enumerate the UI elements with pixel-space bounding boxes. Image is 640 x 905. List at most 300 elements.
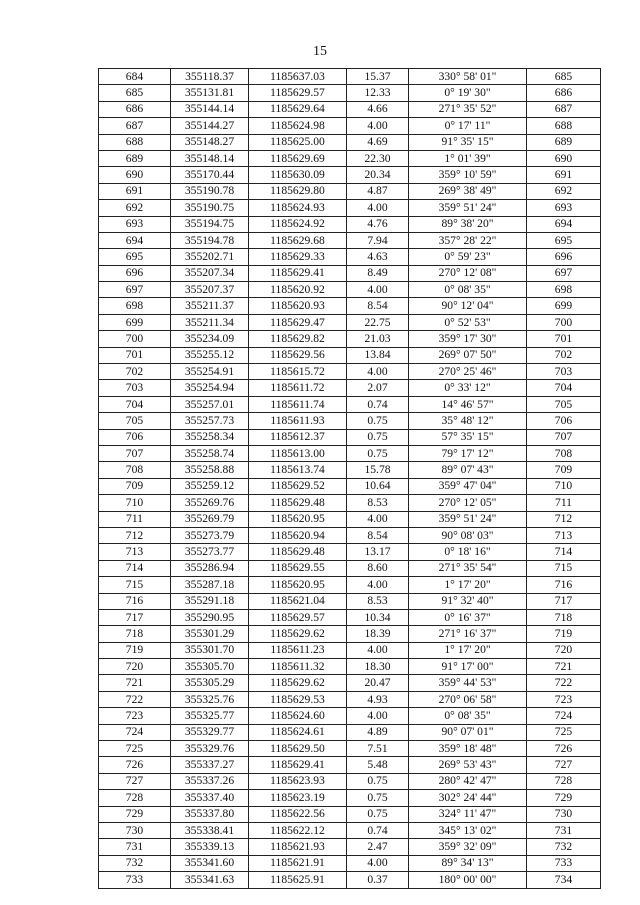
bearing-cell: 359° 47' 04" — [409, 478, 527, 494]
table-row — [99, 265, 601, 281]
distance-cell: 0.37 — [347, 872, 409, 888]
distance-cell: 0.75 — [347, 445, 409, 461]
distance-cell: 0.75 — [347, 790, 409, 806]
point-to-cell: 688 — [527, 118, 601, 134]
y-coordinate-cell: 1185624.61 — [249, 724, 347, 740]
point-to-cell: 699 — [527, 298, 601, 314]
bearing-cell: 0° 16' 37" — [409, 609, 527, 625]
point-to-cell: 717 — [527, 593, 601, 609]
bearing-cell: 91° 32' 40" — [409, 593, 527, 609]
y-coordinate-cell: 1185625.91 — [249, 872, 347, 888]
point-to-cell: 689 — [527, 134, 601, 150]
point-from-cell: 702 — [99, 364, 171, 380]
distance-cell: 22.75 — [347, 314, 409, 330]
point-from-cell: 726 — [99, 757, 171, 773]
distance-cell: 4.66 — [347, 101, 409, 117]
point-to-cell: 707 — [527, 429, 601, 445]
y-coordinate-cell: 1185629.69 — [249, 150, 347, 166]
bearing-cell: 269° 07' 50" — [409, 347, 527, 363]
bearing-cell: 359° 51' 24" — [409, 511, 527, 527]
distance-cell: 0.75 — [347, 806, 409, 822]
table-row — [99, 757, 601, 773]
y-coordinate-cell: 1185611.93 — [249, 413, 347, 429]
point-from-cell: 716 — [99, 593, 171, 609]
table-row — [99, 396, 601, 412]
x-coordinate-cell: 355337.27 — [171, 757, 249, 773]
x-coordinate-cell: 355325.76 — [171, 691, 249, 707]
y-coordinate-cell: 1185623.19 — [249, 790, 347, 806]
bearing-cell: 0° 08' 35" — [409, 708, 527, 724]
point-from-cell: 720 — [99, 659, 171, 675]
point-to-cell: 730 — [527, 806, 601, 822]
bearing-cell: 90° 08' 03" — [409, 527, 527, 543]
point-to-cell: 727 — [527, 757, 601, 773]
point-to-cell: 701 — [527, 331, 601, 347]
table-row — [99, 69, 601, 85]
distance-cell: 7.51 — [347, 741, 409, 757]
bearing-cell: 359° 17' 30" — [409, 331, 527, 347]
point-from-cell: 711 — [99, 511, 171, 527]
point-to-cell: 686 — [527, 85, 601, 101]
y-coordinate-cell: 1185625.00 — [249, 134, 347, 150]
x-coordinate-cell: 355258.88 — [171, 462, 249, 478]
point-from-cell: 710 — [99, 495, 171, 511]
x-coordinate-cell: 355202.71 — [171, 249, 249, 265]
bearing-cell: 0° 17' 11" — [409, 118, 527, 134]
y-coordinate-cell: 1185629.53 — [249, 691, 347, 707]
distance-cell: 4.89 — [347, 724, 409, 740]
table-row — [99, 429, 601, 445]
x-coordinate-cell: 355148.14 — [171, 150, 249, 166]
bearing-cell: 1° 01' 39" — [409, 150, 527, 166]
point-from-cell: 705 — [99, 413, 171, 429]
x-coordinate-cell: 355339.13 — [171, 839, 249, 855]
x-coordinate-cell: 355286.94 — [171, 560, 249, 576]
y-coordinate-cell: 1185621.91 — [249, 855, 347, 871]
x-coordinate-cell: 355255.12 — [171, 347, 249, 363]
point-from-cell: 712 — [99, 527, 171, 543]
point-from-cell: 722 — [99, 691, 171, 707]
y-coordinate-cell: 1185624.93 — [249, 200, 347, 216]
point-to-cell: 732 — [527, 839, 601, 855]
distance-cell: 8.49 — [347, 265, 409, 281]
distance-cell: 10.64 — [347, 478, 409, 494]
distance-cell: 8.54 — [347, 527, 409, 543]
distance-cell: 4.76 — [347, 216, 409, 232]
point-from-cell: 719 — [99, 642, 171, 658]
point-from-cell: 687 — [99, 118, 171, 134]
y-coordinate-cell: 1185623.93 — [249, 773, 347, 789]
point-from-cell: 707 — [99, 445, 171, 461]
bearing-cell: 330° 58' 01" — [409, 69, 527, 85]
point-to-cell: 719 — [527, 626, 601, 642]
x-coordinate-cell: 355291.18 — [171, 593, 249, 609]
point-to-cell: 714 — [527, 544, 601, 560]
y-coordinate-cell: 1185629.48 — [249, 495, 347, 511]
bearing-cell: 0° 52' 53" — [409, 314, 527, 330]
table-row — [99, 413, 601, 429]
bearing-cell: 91° 17' 00" — [409, 659, 527, 675]
distance-cell: 13.84 — [347, 347, 409, 363]
distance-cell: 4.00 — [347, 282, 409, 298]
distance-cell: 4.00 — [347, 708, 409, 724]
table-row — [99, 478, 601, 494]
point-from-cell: 721 — [99, 675, 171, 691]
y-coordinate-cell: 1185629.62 — [249, 626, 347, 642]
point-from-cell: 695 — [99, 249, 171, 265]
bearing-cell: 180° 00' 00" — [409, 872, 527, 888]
y-coordinate-cell: 1185624.98 — [249, 118, 347, 134]
bearing-cell: 35° 48' 12" — [409, 413, 527, 429]
bearing-cell: 0° 08' 35" — [409, 282, 527, 298]
distance-cell: 4.69 — [347, 134, 409, 150]
table-row — [99, 282, 601, 298]
y-coordinate-cell: 1185620.95 — [249, 577, 347, 593]
table-row — [99, 232, 601, 248]
distance-cell: 8.60 — [347, 560, 409, 576]
page-number: 15 — [313, 44, 327, 59]
x-coordinate-cell: 355259.12 — [171, 478, 249, 494]
bearing-cell: 91° 35' 15" — [409, 134, 527, 150]
y-coordinate-cell: 1185620.94 — [249, 527, 347, 543]
point-from-cell: 725 — [99, 741, 171, 757]
point-from-cell: 713 — [99, 544, 171, 560]
y-coordinate-cell: 1185621.04 — [249, 593, 347, 609]
x-coordinate-cell: 355305.70 — [171, 659, 249, 675]
y-coordinate-cell: 1185629.68 — [249, 232, 347, 248]
y-coordinate-cell: 1185611.74 — [249, 396, 347, 412]
bearing-cell: 270° 25' 46" — [409, 364, 527, 380]
distance-cell: 18.39 — [347, 626, 409, 642]
point-to-cell: 687 — [527, 101, 601, 117]
point-from-cell: 697 — [99, 282, 171, 298]
table-row — [99, 708, 601, 724]
bearing-cell: 90° 07' 01" — [409, 724, 527, 740]
x-coordinate-cell: 355254.91 — [171, 364, 249, 380]
y-coordinate-cell: 1185629.64 — [249, 101, 347, 117]
point-from-cell: 693 — [99, 216, 171, 232]
x-coordinate-cell: 355211.37 — [171, 298, 249, 314]
point-to-cell: 710 — [527, 478, 601, 494]
point-from-cell: 729 — [99, 806, 171, 822]
point-to-cell: 695 — [527, 232, 601, 248]
y-coordinate-cell: 1185629.48 — [249, 544, 347, 560]
point-to-cell: 704 — [527, 380, 601, 396]
point-to-cell: 715 — [527, 560, 601, 576]
point-to-cell: 706 — [527, 413, 601, 429]
x-coordinate-cell: 355190.78 — [171, 183, 249, 199]
distance-cell: 4.00 — [347, 511, 409, 527]
bearing-cell: 359° 44' 53" — [409, 675, 527, 691]
point-from-cell: 731 — [99, 839, 171, 855]
bearing-cell: 359° 18' 48" — [409, 741, 527, 757]
point-from-cell: 689 — [99, 150, 171, 166]
bearing-cell: 269° 53' 43" — [409, 757, 527, 773]
bearing-cell: 79° 17' 12" — [409, 445, 527, 461]
distance-cell: 5.48 — [347, 757, 409, 773]
bearing-cell: 324° 11' 47" — [409, 806, 527, 822]
y-coordinate-cell: 1185629.50 — [249, 741, 347, 757]
distance-cell: 4.00 — [347, 577, 409, 593]
x-coordinate-cell: 355254.94 — [171, 380, 249, 396]
distance-cell: 0.75 — [347, 429, 409, 445]
table-row — [99, 314, 601, 330]
x-coordinate-cell: 355190.75 — [171, 200, 249, 216]
x-coordinate-cell: 355341.63 — [171, 872, 249, 888]
x-coordinate-cell: 355207.34 — [171, 265, 249, 281]
point-from-cell: 690 — [99, 167, 171, 183]
y-coordinate-cell: 1185629.33 — [249, 249, 347, 265]
point-to-cell: 703 — [527, 364, 601, 380]
x-coordinate-cell: 355337.26 — [171, 773, 249, 789]
y-coordinate-cell: 1185624.92 — [249, 216, 347, 232]
point-to-cell: 694 — [527, 216, 601, 232]
bearing-cell: 14° 46' 57" — [409, 396, 527, 412]
point-from-cell: 715 — [99, 577, 171, 593]
bearing-cell: 89° 07' 43" — [409, 462, 527, 478]
distance-cell: 22.30 — [347, 150, 409, 166]
point-to-cell: 696 — [527, 249, 601, 265]
bearing-cell: 302° 24' 44" — [409, 790, 527, 806]
bearing-cell: 89° 34' 13" — [409, 855, 527, 871]
y-coordinate-cell: 1185629.56 — [249, 347, 347, 363]
table-row — [99, 626, 601, 642]
point-from-cell: 718 — [99, 626, 171, 642]
distance-cell: 4.00 — [347, 364, 409, 380]
x-coordinate-cell: 355325.77 — [171, 708, 249, 724]
distance-cell: 10.34 — [347, 609, 409, 625]
table-row — [99, 347, 601, 363]
distance-cell: 2.07 — [347, 380, 409, 396]
point-to-cell: 690 — [527, 150, 601, 166]
point-from-cell: 699 — [99, 314, 171, 330]
table-row — [99, 855, 601, 871]
point-to-cell: 708 — [527, 445, 601, 461]
x-coordinate-cell: 355273.77 — [171, 544, 249, 560]
table-row — [99, 675, 601, 691]
x-coordinate-cell: 355118.37 — [171, 69, 249, 85]
point-from-cell: 698 — [99, 298, 171, 314]
distance-cell: 8.54 — [347, 298, 409, 314]
table-row — [99, 118, 601, 134]
point-from-cell: 709 — [99, 478, 171, 494]
y-coordinate-cell: 1185629.41 — [249, 265, 347, 281]
distance-cell: 15.78 — [347, 462, 409, 478]
bearing-cell: 269° 38' 49" — [409, 183, 527, 199]
y-coordinate-cell: 1185613.74 — [249, 462, 347, 478]
table-row — [99, 200, 601, 216]
x-coordinate-cell: 355269.76 — [171, 495, 249, 511]
y-coordinate-cell: 1185629.57 — [249, 85, 347, 101]
point-from-cell: 700 — [99, 331, 171, 347]
bearing-cell: 270° 06' 58" — [409, 691, 527, 707]
y-coordinate-cell: 1185629.82 — [249, 331, 347, 347]
y-coordinate-cell: 1185629.47 — [249, 314, 347, 330]
distance-cell: 4.00 — [347, 118, 409, 134]
distance-cell: 15.37 — [347, 69, 409, 85]
x-coordinate-cell: 355194.75 — [171, 216, 249, 232]
table-row — [99, 364, 601, 380]
distance-cell: 18.30 — [347, 659, 409, 675]
bearing-cell: 345° 13' 02" — [409, 822, 527, 838]
point-to-cell: 700 — [527, 314, 601, 330]
x-coordinate-cell: 355273.79 — [171, 527, 249, 543]
point-from-cell: 708 — [99, 462, 171, 478]
bearing-cell: 359° 32' 09" — [409, 839, 527, 855]
distance-cell: 20.47 — [347, 675, 409, 691]
table-row — [99, 790, 601, 806]
bearing-cell: 270° 12' 05" — [409, 495, 527, 511]
y-coordinate-cell: 1185629.62 — [249, 675, 347, 691]
bearing-cell: 0° 33' 12" — [409, 380, 527, 396]
table-row — [99, 741, 601, 757]
table-row — [99, 773, 601, 789]
table-row — [99, 609, 601, 625]
table-row — [99, 822, 601, 838]
point-to-cell: 724 — [527, 708, 601, 724]
x-coordinate-cell: 355301.70 — [171, 642, 249, 658]
y-coordinate-cell: 1185615.72 — [249, 364, 347, 380]
point-from-cell: 691 — [99, 183, 171, 199]
x-coordinate-cell: 355290.95 — [171, 609, 249, 625]
table-row — [99, 577, 601, 593]
point-from-cell: 727 — [99, 773, 171, 789]
distance-cell: 4.87 — [347, 183, 409, 199]
distance-cell: 0.75 — [347, 773, 409, 789]
point-to-cell: 721 — [527, 659, 601, 675]
y-coordinate-cell: 1185629.41 — [249, 757, 347, 773]
bearing-cell: 271° 16' 37" — [409, 626, 527, 642]
distance-cell: 8.53 — [347, 495, 409, 511]
x-coordinate-cell: 355207.37 — [171, 282, 249, 298]
distance-cell: 4.93 — [347, 691, 409, 707]
y-coordinate-cell: 1185621.93 — [249, 839, 347, 855]
x-coordinate-cell: 355269.79 — [171, 511, 249, 527]
x-coordinate-cell: 355341.60 — [171, 855, 249, 871]
distance-cell: 0.74 — [347, 822, 409, 838]
y-coordinate-cell: 1185637.03 — [249, 69, 347, 85]
bearing-cell: 0° 59' 23" — [409, 249, 527, 265]
point-to-cell: 720 — [527, 642, 601, 658]
x-coordinate-cell: 355144.27 — [171, 118, 249, 134]
point-to-cell: 698 — [527, 282, 601, 298]
x-coordinate-cell: 355148.27 — [171, 134, 249, 150]
x-coordinate-cell: 355337.40 — [171, 790, 249, 806]
point-to-cell: 693 — [527, 200, 601, 216]
x-coordinate-cell: 355211.34 — [171, 314, 249, 330]
y-coordinate-cell: 1185620.93 — [249, 298, 347, 314]
x-coordinate-cell: 355131.81 — [171, 85, 249, 101]
bearing-cell: 1° 17' 20" — [409, 642, 527, 658]
point-to-cell: 713 — [527, 527, 601, 543]
table-row — [99, 659, 601, 675]
x-coordinate-cell: 355287.18 — [171, 577, 249, 593]
bearing-cell: 1° 17' 20" — [409, 577, 527, 593]
point-from-cell: 714 — [99, 560, 171, 576]
y-coordinate-cell: 1185612.37 — [249, 429, 347, 445]
distance-cell: 8.53 — [347, 593, 409, 609]
table-row — [99, 216, 601, 232]
distance-cell: 13.17 — [347, 544, 409, 560]
x-coordinate-cell: 355144.14 — [171, 101, 249, 117]
point-to-cell: 702 — [527, 347, 601, 363]
table-row — [99, 642, 601, 658]
table-row — [99, 380, 601, 396]
y-coordinate-cell: 1185629.80 — [249, 183, 347, 199]
bearing-cell: 271° 35' 54" — [409, 560, 527, 576]
point-from-cell: 728 — [99, 790, 171, 806]
point-from-cell: 730 — [99, 822, 171, 838]
point-to-cell: 728 — [527, 773, 601, 789]
bearing-cell: 57° 35' 15" — [409, 429, 527, 445]
point-from-cell: 703 — [99, 380, 171, 396]
distance-cell: 21.03 — [347, 331, 409, 347]
y-coordinate-cell: 1185630.09 — [249, 167, 347, 183]
table-row — [99, 872, 601, 888]
point-from-cell: 724 — [99, 724, 171, 740]
bearing-cell: 0° 18' 16" — [409, 544, 527, 560]
point-to-cell: 709 — [527, 462, 601, 478]
point-to-cell: 729 — [527, 790, 601, 806]
point-to-cell: 725 — [527, 724, 601, 740]
y-coordinate-cell: 1185611.23 — [249, 642, 347, 658]
table-row — [99, 806, 601, 822]
point-from-cell: 688 — [99, 134, 171, 150]
point-to-cell: 691 — [527, 167, 601, 183]
distance-cell: 7.94 — [347, 232, 409, 248]
x-coordinate-cell: 355337.80 — [171, 806, 249, 822]
point-to-cell: 722 — [527, 675, 601, 691]
point-from-cell: 704 — [99, 396, 171, 412]
x-coordinate-cell: 355258.34 — [171, 429, 249, 445]
point-from-cell: 723 — [99, 708, 171, 724]
bearing-cell: 270° 12' 08" — [409, 265, 527, 281]
x-coordinate-cell: 355301.29 — [171, 626, 249, 642]
bearing-cell: 357° 28' 22" — [409, 232, 527, 248]
bearing-cell: 280° 42' 47" — [409, 773, 527, 789]
x-coordinate-cell: 355329.77 — [171, 724, 249, 740]
distance-cell: 0.74 — [347, 396, 409, 412]
y-coordinate-cell: 1185624.60 — [249, 708, 347, 724]
table-row — [99, 839, 601, 855]
x-coordinate-cell: 355234.09 — [171, 331, 249, 347]
point-from-cell: 733 — [99, 872, 171, 888]
distance-cell: 0.75 — [347, 413, 409, 429]
point-from-cell: 701 — [99, 347, 171, 363]
table-row — [99, 249, 601, 265]
table-row — [99, 495, 601, 511]
point-to-cell: 731 — [527, 822, 601, 838]
y-coordinate-cell: 1185622.56 — [249, 806, 347, 822]
table-row — [99, 298, 601, 314]
point-to-cell: 733 — [527, 855, 601, 871]
table-row — [99, 593, 601, 609]
point-to-cell: 711 — [527, 495, 601, 511]
table-row — [99, 183, 601, 199]
y-coordinate-cell: 1185622.12 — [249, 822, 347, 838]
point-to-cell: 718 — [527, 609, 601, 625]
x-coordinate-cell: 355338.41 — [171, 822, 249, 838]
distance-cell: 20.34 — [347, 167, 409, 183]
table-row — [99, 134, 601, 150]
table-row — [99, 167, 601, 183]
point-from-cell: 684 — [99, 69, 171, 85]
y-coordinate-cell: 1185613.00 — [249, 445, 347, 461]
y-coordinate-cell: 1185611.72 — [249, 380, 347, 396]
table-row — [99, 560, 601, 576]
point-to-cell: 723 — [527, 691, 601, 707]
point-from-cell: 706 — [99, 429, 171, 445]
